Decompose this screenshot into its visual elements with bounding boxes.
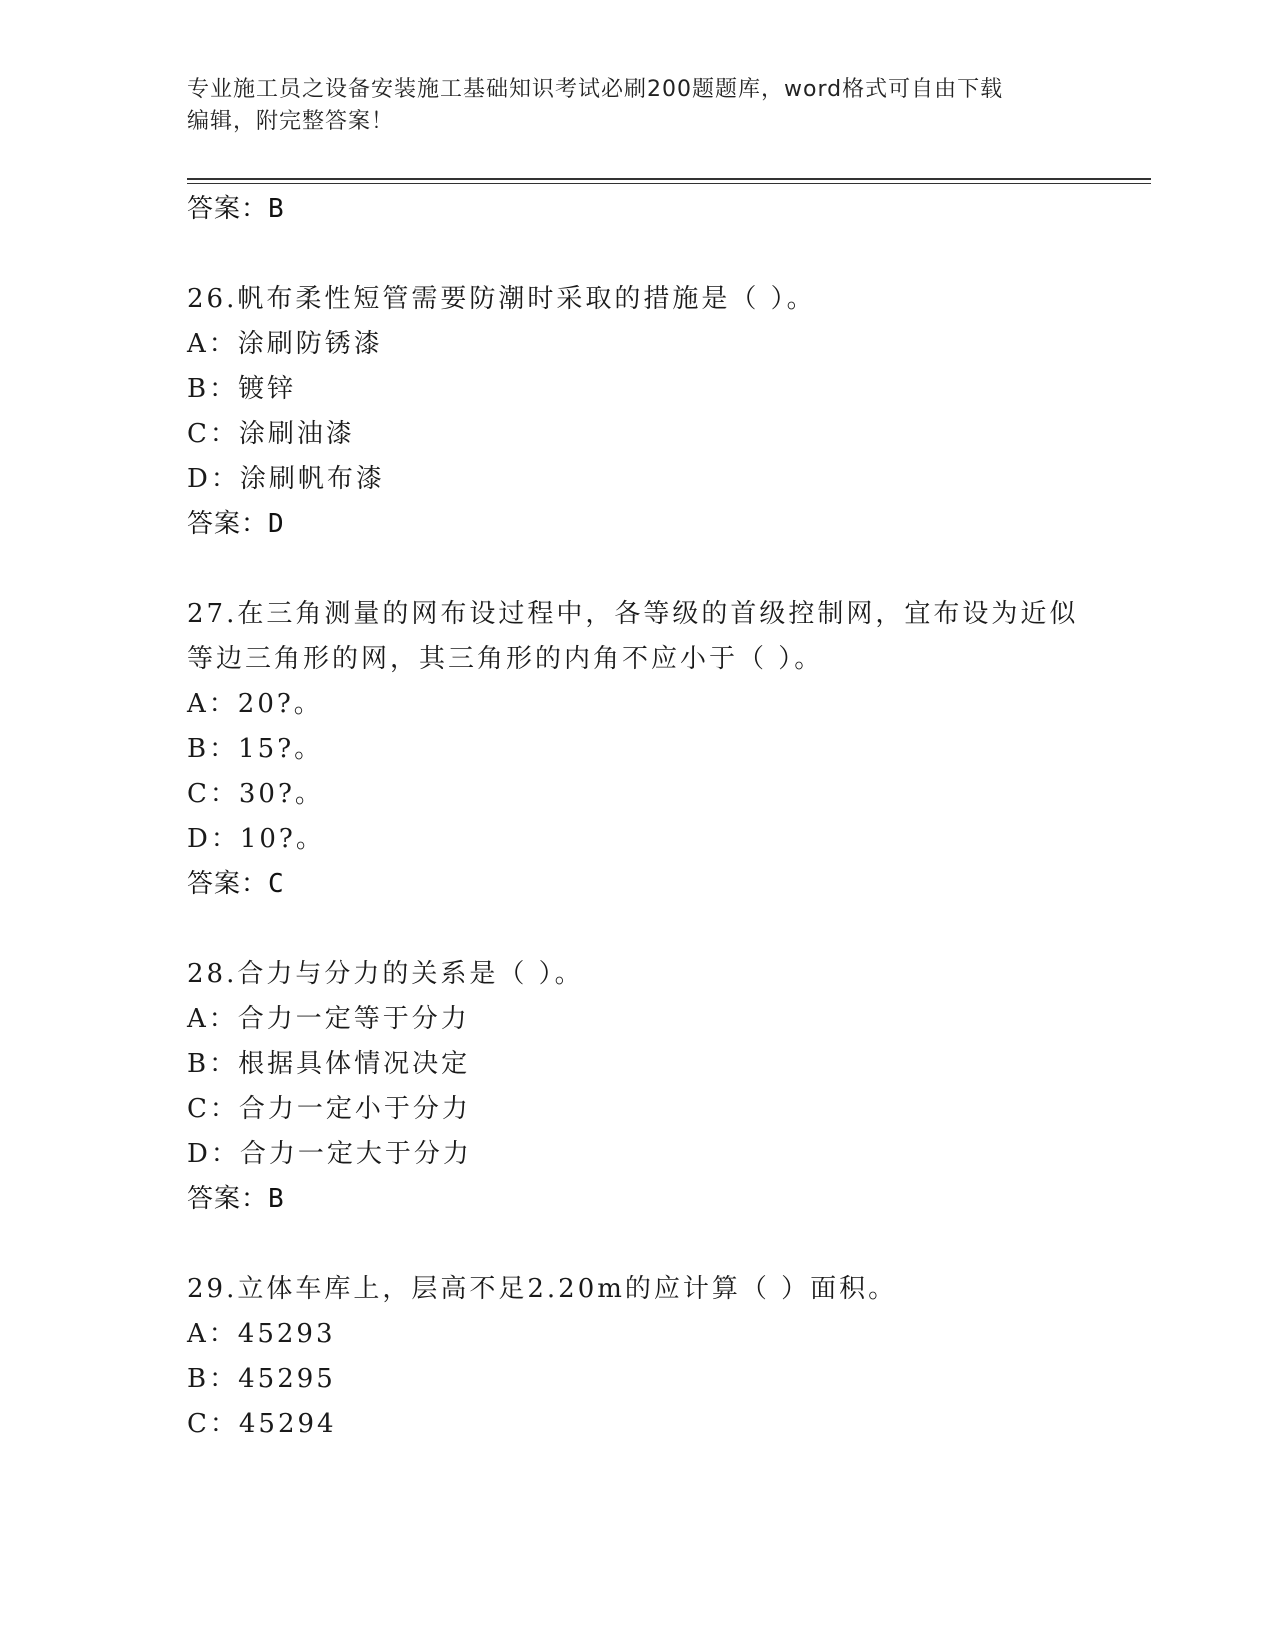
- question-26-option-b: B：镀锌: [187, 374, 297, 404]
- answer-25: 答案：B: [187, 194, 285, 224]
- question-28-option-b: B：根据具体情况决定: [187, 1049, 471, 1079]
- question-27-text-line-2: 等边三角形的网，其三角形的内角不应小于（ ）。: [187, 644, 824, 674]
- document-header: [187, 74, 1087, 138]
- question-28-option-a: A：合力一定等于分力: [187, 1004, 470, 1034]
- question-29-option-a: A：45293: [187, 1319, 336, 1349]
- question-28-option-d: D：合力一定大于分力: [187, 1139, 472, 1169]
- question-27-option-b: B：15?。: [187, 734, 324, 764]
- answer-26: 答案：D: [187, 509, 285, 539]
- answer-28: 答案：B: [187, 1184, 285, 1214]
- question-26-option-c: C：涂刷油漆: [187, 419, 355, 449]
- question-26-text: 26.帆布柔性短管需要防潮时采取的措施是（ ）。: [187, 284, 816, 314]
- question-28-option-c: C：合力一定小于分力: [187, 1094, 471, 1124]
- question-27-option-d: D：10?。: [187, 824, 325, 854]
- answer-27: 答案：C: [187, 869, 285, 899]
- question-28-text: 28.合力与分力的关系是（ ）。: [187, 959, 584, 989]
- header-line-1: 专业施工员之设备安装施工基础知识考试必刷200题题库，word格式可自由下载: [187, 77, 1004, 102]
- question-29-option-c: C：45294: [187, 1409, 337, 1439]
- question-27-text-line-1: 27.在三角测量的网布设过程中，各等级的首级控制网，宜布设为近似: [187, 599, 1079, 629]
- header-divider-thin: [187, 183, 1151, 184]
- header-line-2: 编辑，附完整答案！: [187, 109, 395, 134]
- question-29-text: 29.立体车库上，层高不足2.20m的应计算（ ）面积。: [187, 1274, 898, 1304]
- question-26-option-a: A：涂刷防锈漆: [187, 329, 383, 359]
- header-divider-thick: [187, 178, 1151, 180]
- question-29-option-b: B：45295: [187, 1364, 336, 1394]
- question-26-option-d: D：涂刷帆布漆: [187, 464, 385, 494]
- question-27-option-c: C：30?。: [187, 779, 324, 809]
- question-27-option-a: A：20?。: [187, 689, 323, 719]
